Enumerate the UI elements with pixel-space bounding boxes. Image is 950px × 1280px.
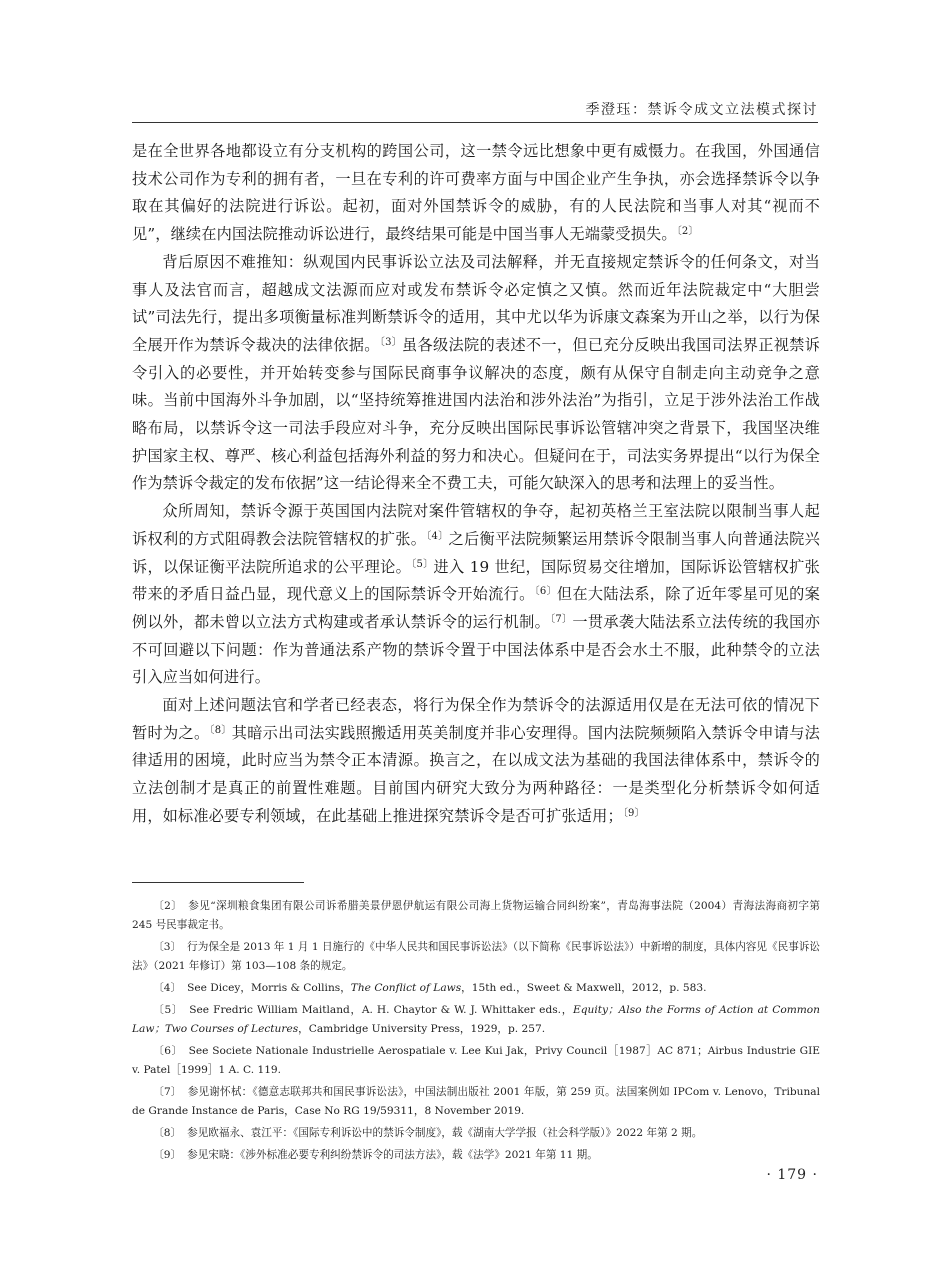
footnote-ref-8[interactable]: 〔8〕 [209,724,232,736]
footnote-4: 〔4〕 See Dicey，Morris & Collins，The Conflict of Laws，15th ed.，Sweet & Maxwell，2012，p. 583. [153,982,707,994]
footnote-8: 〔8〕 参见欧福永、袁江平：《国际专利诉讼中的禁诉令制度》，载《湖南大学学报（社会科学版）》2022 年第 2 期。 [153,1127,703,1139]
running-title: 季澄珏：禁诉令成文立法模式探讨 [585,102,818,118]
footnote-9: 〔9〕 参见宋晓：《涉外标准必要专利纠纷禁诉令的司法方法》，载《法学》2021 年第 11 期。 [153,1149,598,1161]
header-rule [132,122,818,123]
footnote-5: 〔5〕 See Fredric William Maitland，A. H. Chaytor & W. J. Whittaker eds.，Equity；Also the Forms of Action at Common Law；Two Courses of Lectures，Cambridge University Press，1929，p. 257. [132,1004,820,1035]
footnote-separator [132,882,304,883]
paragraph-3: 众所周知，禁诉令源于英国国内法院对案件管辖权的争夺，起初英格兰王室法院以限制当事人起诉权利的方式阻碍教会法院管辖权的扩张。$^{〔4〕}$之后衡平法院频繁运用禁诉令限制当事人向普通法院兴诉，以保证衡平法院所追求的公平理论。$^{〔5〕}$进入 19 世纪，国际贸易交往增加，国际诉讼管辖权扩张带来的矛盾日益凸显，现代意义上的国际禁诉令开始流行。$^{〔6〕}$但在大陆法系，除了近年零星可见的案例以外，都未曾以立法方式构建或者承认禁诉令的运行机制。$^{〔7〕}$一贯承袭大陆法系立法传统的我国亦不可回避以下问题：作为普通法系产物的禁诉令置于中国法体系中是否会水土不服，此种禁令的立法引入应当如何进行。 [132,502,821,687]
paragraph-1: 是在全世界各地都设立有分支机构的跨国公司，这一禁令远比想象中更有威慑力。在我国，外国通信技术公司作为专利的拥有者，一旦在专利的许可费率方面与中国企业产生争执，亦会选择禁诉令以争取在其偏好的法院进行诉讼。起初，面对外国禁诉令的威胁，有的人民法院和当事人对其“视而不见”，继续在内国法院推动诉讼进行，最终结果可能是中国当事人无端蒙受损失。$^{〔2〕}$ [132,142,820,244]
footnote-ref-2[interactable]: 〔2〕 [676,226,699,238]
footnote-ref-4[interactable]: 〔4〕 [426,530,449,542]
body-text [132,138,820,831]
paragraph-4: 面对上述问题法官和学者已经表态，将行为保全作为禁诉令的法源适用仅是在无法可依的情况下暂时为之。$^{〔8〕}$其暗示出司法实践照搬适用英美制度并非心安理得。国内法院频频陷入禁诉令申请与法律适用的困境，此时应当为禁令正本清源。换言之，在以成文法为基础的我国法律体系中，禁诉令的立法创制才是真正的前置性难题。目前国内研究大致分为两种路径：一是类型化分析禁诉令如何适用，如标准必要专利领域，在此基础上推进探究禁诉令是否可扩张适用；$^{〔9〕}$ [132,696,821,825]
footnote-ref-3[interactable]: 〔3〕 [379,336,403,348]
footnote-ref-6[interactable]: 〔6〕 [534,586,557,598]
running-header [0,96,950,126]
paragraph-2: 背后原因不难推知：纵观国内民事诉讼立法及司法解释，并无直接规定禁诉令的任何条文，对当事人及法官而言，超越成文法源而应对或发布禁诉令必定慎之又慎。然而近年法院裁定中“大胆尝试”司法先行，提出多项衡量标准判断禁诉令的适用，其中尤以华为诉康文森案为开山之举，以行为保全展开作为禁诉令裁决的法律依据。$^{〔3〕}$虽各级法院的表述不一，但已充分反映出我国司法界正视禁诉令引入的必要性，并开始转变参与国际民商事争议解决的态度，颇有从保守自制走向主动竞争之意味。当前中国海外斗争加剧，以“坚持统筹推进国内法治和涉外法治”为指引，立足于涉外法治工作战略布局，以禁诉令这一司法手段应对斗争，充分反映出国际民事诉讼管辖冲突之背景下，我国坚决维护国家主权、尊严、核心利益包括海外利益的努力和决心。但疑问在于，司法实务界提出“以行为保全作为禁诉令裁定的发布依据”这一结论得来全不费工夫，可能欠缺深入的思考和法理上的妥当性。 [132,252,821,493]
footnote-ref-5[interactable]: 〔5〕 [411,558,434,570]
page-number: · 179 · [766,1167,818,1183]
footnote-3: 〔3〕 行为保全是 2013 年 1 月 1 日施行的《中华人民共和国民事诉讼法》（以下简称《民事诉讼法》）中新增的制度，具体内容见《民事诉讼法》（2021 年修订）第 103—108 条的规定。 [132,941,820,972]
footnotes [132,897,820,1168]
footnote-ref-7[interactable]: 〔7〕 [550,613,573,625]
footnote-2: 〔2〕 参见“深圳粮食集团有限公司诉希腊美景伊恩伊航运有限公司海上货物运输合同纠纷案”，青岛海事法院（2004）青海法海商初字第 245 号民事裁定书。 [132,900,820,931]
footnote-ref-9[interactable]: 〔9〕 [622,807,645,819]
footnote-6: 〔6〕 See Societe Nationale Industrielle Aerospatiale v. Lee Kui Jak，Privy Council［1987］AC 871；Airbus Industrie GIE v. Patel［1999］1 A. C. 119. [132,1045,820,1076]
footnote-7: 〔7〕 参见谢怀栻：《德意志联邦共和国民事诉讼法》，中国法制出版社 2001 年版，第 259 页。法国案例如 IPCom v. Lenovo，Tribunal de Grande Instance de Paris，Case No RG 19/59311，8 November 2019. [132,1086,820,1117]
